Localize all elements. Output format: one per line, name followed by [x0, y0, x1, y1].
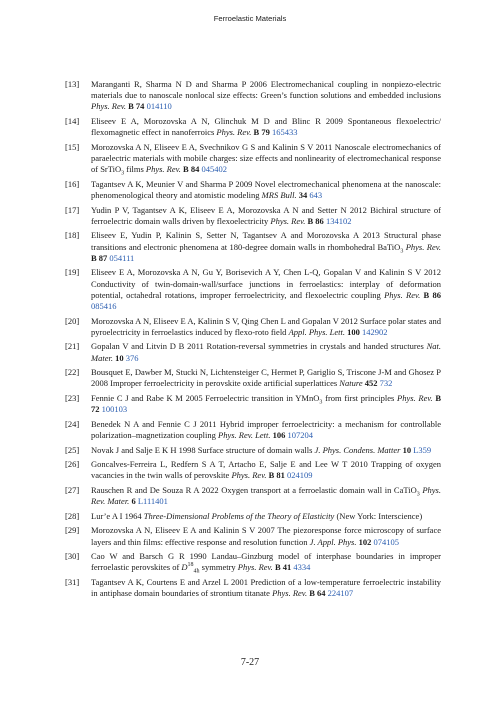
- reference-text: Eliseev E, Yudin P, Kalinin S, Setter N, Tagantsev A and Morozovska A 2013 Structural phase transitions and electronic phenomena at 180-degree domain walls in rhombohedral BaTiO: [91, 230, 441, 252]
- reference-number: [19]: [65, 267, 80, 278]
- volume: B 81: [268, 470, 285, 481]
- reference-item: [65, 551, 441, 576]
- volume: 34: [298, 190, 308, 200]
- superscript: 18: [187, 562, 194, 569]
- journal-name: Phys. Rev. Lett.: [218, 429, 271, 440]
- reference-text: Fennie C J and Rabe K M 2005 Ferroelectric transition in YMnO: [91, 392, 320, 403]
- journal-name: Phys. Rev.: [91, 101, 127, 112]
- volume: B 72: [91, 392, 442, 415]
- journal-name: Phys. Rev.: [397, 392, 433, 403]
- reference-item: [65, 576, 441, 599]
- reference-item: [65, 459, 441, 481]
- journal-name: Phys. Rev.: [216, 127, 252, 138]
- reference-text: Morozovska A N, Eliseev E A, Kalinin S V, Qing Chen L and Gopalan V 2012 Surface polar states and pyroelectricity in ferroelastics induced by flexo-roto field: [91, 315, 441, 337]
- reference-text: Lur’e A I 1964: [91, 510, 144, 521]
- volume: B 86: [423, 289, 441, 300]
- journal-name: J. Appl. Phys.: [309, 536, 357, 547]
- reference-number: [21]: [65, 341, 80, 352]
- doi-link[interactable]: L111401: [137, 496, 168, 507]
- reference-item: [65, 525, 441, 547]
- reference-item: [65, 510, 441, 522]
- reference-list: [65, 79, 442, 603]
- reference-text: (New York: Interscience): [334, 510, 423, 521]
- volume: B 64: [309, 588, 326, 599]
- reference-item: [65, 116, 441, 138]
- doi-link[interactable]: 100103: [101, 404, 128, 415]
- reference-item: [65, 484, 441, 507]
- doi-link[interactable]: 024109: [287, 470, 313, 481]
- reference-number: [29]: [65, 525, 80, 536]
- reference-number: [17]: [65, 204, 80, 215]
- reference-item: [65, 418, 441, 441]
- reference-item: [65, 79, 441, 113]
- doi-link[interactable]: 732: [379, 378, 393, 389]
- reference-number: [27]: [65, 484, 80, 495]
- volume: 106: [272, 429, 286, 440]
- running-head: Ferroelastic Materials: [213, 14, 287, 23]
- reference-text: Rauschen R and De Souza R A 2022 Oxygen transport at a ferroelastic domain wall in CaTiO: [91, 484, 417, 495]
- reference-text: Eliseev E A, Morozovska A N, Glinchuk M D and Blinc R 2009 Spontaneous flexoelectric/ flexomagnetic effect in nanoferroics: [91, 116, 441, 138]
- journal-name: Appl. Phys. Lett.: [288, 326, 345, 337]
- doi-link[interactable]: 643: [309, 190, 323, 200]
- volume: 6: [131, 496, 136, 507]
- reference-item: [65, 392, 442, 415]
- reference-number: [15]: [65, 141, 80, 152]
- journal-name: Phys. Rev. Mater.: [91, 484, 441, 507]
- doi-link[interactable]: 134102: [325, 215, 352, 226]
- reference-text: Morozovska A N, Eliseev E A, Svechnikov G S and Kalinin S V 2011 Nanoscale electromechanics of paraelectric materials with mobile charges: size effects and nonlinearity of electromechanical response of SrTiO: [91, 141, 441, 175]
- reference-text: Gopalan V and Litvin D B 2011 Rotation-reversal symmetries in crystals and handed structures: [91, 341, 427, 352]
- reference-item: [65, 444, 441, 456]
- reference-item: [65, 141, 441, 177]
- reference-number: [14]: [65, 116, 80, 126]
- subscript: 3: [319, 399, 323, 406]
- reference-number: [24]: [65, 418, 80, 429]
- journal-name: Three-Dimensional Problems of the Theory of Elasticity: [143, 510, 335, 521]
- doi-link[interactable]: 107204: [287, 429, 313, 440]
- volume: B 87: [91, 252, 108, 263]
- reference-text: symmetry: [199, 562, 238, 573]
- reference-text: Tagantsev A K, Meunier V and Sharma P 2009 Novel electromechanical phenomena at the nanoscale: phenomenological theory and atomistic modeling: [91, 178, 441, 200]
- reference-text: Goncalves-Ferreira L, Redfern S A T, Artacho E, Salje E and Lee W T 2010 Trapping of oxygen vacancies in the twin walls of perovskite: [91, 459, 441, 481]
- reference-number: [26]: [65, 459, 80, 470]
- reference-text: Eliseev E A, Morozovska A N, Gu Y, Borisevich A Y, Chen L-Q, Gopalan V and Kalinin S V 2012 Conductivity of twin-domain-wall/surface junctions in ferroelastics: interplay of deformation potential, octahedral rotations, improper ferroelectricity, and flexoelectric coupling: [91, 267, 441, 300]
- reference-text: Tagantsev A K, Courtens E and Arzel L 2001 Prediction of a low-temperature ferroelectric instability in antiphase domain boundaries of strontium titanate: [91, 576, 441, 599]
- reference-number: [25]: [65, 444, 80, 455]
- volume: 452: [364, 378, 378, 389]
- journal-name: Nat. Mater.: [91, 341, 441, 363]
- volume: 102: [358, 536, 372, 547]
- reference-text: Cao W and Barsch G R 1990 Landau–Ginzburg model of interphase boundaries in improper ferroelastic perovskites of: [91, 551, 441, 573]
- reference-number: [13]: [65, 79, 80, 89]
- journal-name: J. Phys. Condens. Matter: [314, 444, 401, 455]
- reference-number: [18]: [65, 230, 80, 241]
- journal-name: Phys. Rev.: [405, 241, 441, 252]
- reference-number: [28]: [65, 510, 80, 521]
- reference-text: Benedek N A and Fennie C J 2011 Hybrid improper ferroelectricity: a mechanism for controllable polarization–magnetization coupling: [91, 418, 441, 440]
- subscript: 3: [121, 170, 125, 177]
- volume: B 86: [307, 215, 324, 226]
- reference-item: [65, 267, 441, 312]
- doi-link[interactable]: 4334: [293, 562, 311, 573]
- reference-number: [20]: [65, 315, 80, 326]
- volume: 10: [115, 352, 124, 363]
- reference-item: [65, 204, 441, 227]
- journal-name: Phys. Rev.: [270, 215, 306, 226]
- reference-text: from first principles: [322, 392, 398, 403]
- volume: B 84: [183, 164, 200, 175]
- journal-name: Nature: [339, 378, 363, 389]
- subscript: 3: [416, 491, 420, 498]
- reference-item: [65, 341, 441, 363]
- volume: 10: [402, 444, 412, 455]
- journal-name: Phys. Rev.: [272, 588, 308, 599]
- reference-text: Bousquet E, Dawber M, Stucki N, Lichtensteiger C, Hermet P, Gariglio S, Triscone J-M and Ghosez P 2008 Improper ferroelectricity in perovskite oxide artificial superlattices: [91, 367, 441, 389]
- volume: B 74: [128, 101, 145, 112]
- journal-name: Phys. Rev.: [237, 562, 273, 573]
- reference-text: Maranganti R, Sharma N D and Sharma P 2006 Electromechanical coupling in nonpiezo-electric materials due to nanoscale nonlocal size effects: Green’s function solutions and embedded inclusions: [91, 79, 441, 101]
- journal-name: Phys. Rev.: [145, 164, 181, 175]
- reference-number: [16]: [65, 178, 80, 189]
- reference-number: [22]: [65, 367, 80, 378]
- page-number: 7-27: [240, 657, 260, 668]
- reference-item: [65, 230, 441, 264]
- doi-link[interactable]: 054111: [109, 252, 135, 263]
- subscript: 3: [400, 248, 404, 255]
- doi-link[interactable]: 074105: [373, 536, 399, 547]
- reference-item: [65, 178, 441, 201]
- journal-name: D: [181, 562, 188, 573]
- doi-link[interactable]: 014110: [146, 101, 172, 112]
- reference-text: Yudin P V, Tagantsev A K, Eliseev E A, Morozovska A N and Setter N 2012 Bichiral structure of ferroelectric domain walls driven by flexoelectricity: [91, 204, 441, 226]
- doi-link[interactable]: 224107: [327, 588, 354, 599]
- reference-text: films: [124, 164, 146, 175]
- reference-item: [65, 367, 441, 389]
- reference-number: [31]: [65, 576, 80, 587]
- reference-number: [23]: [65, 392, 80, 403]
- doi-link[interactable]: 376: [125, 352, 139, 363]
- volume: B 41: [274, 562, 292, 573]
- doi-link[interactable]: L359: [413, 444, 432, 455]
- reference-text: Novak J and Salje E K H 1998 Surface structure of domain walls: [91, 444, 315, 455]
- volume: 100: [347, 326, 360, 337]
- volume: B 79: [253, 127, 270, 138]
- doi-link[interactable]: 045402: [201, 164, 227, 175]
- reference-item: [65, 315, 441, 338]
- journal-name: Phys. Rev.: [384, 289, 421, 300]
- reference-text: Morozovska A N, Eliseev E A and Kalinin S V 2007 The piezoresponse force microscopy of surface layers and thin films: effective response and resolution function: [91, 525, 441, 547]
- journal-name: Phys. Rev.: [231, 470, 267, 481]
- subscript: 4h: [193, 569, 200, 576]
- doi-link[interactable]: 085416: [91, 301, 117, 311]
- reference-number: [30]: [65, 551, 80, 562]
- journal-name: MRS Bull.: [261, 190, 297, 200]
- doi-link[interactable]: 142902: [362, 326, 388, 337]
- doi-link[interactable]: 165433: [271, 127, 298, 138]
